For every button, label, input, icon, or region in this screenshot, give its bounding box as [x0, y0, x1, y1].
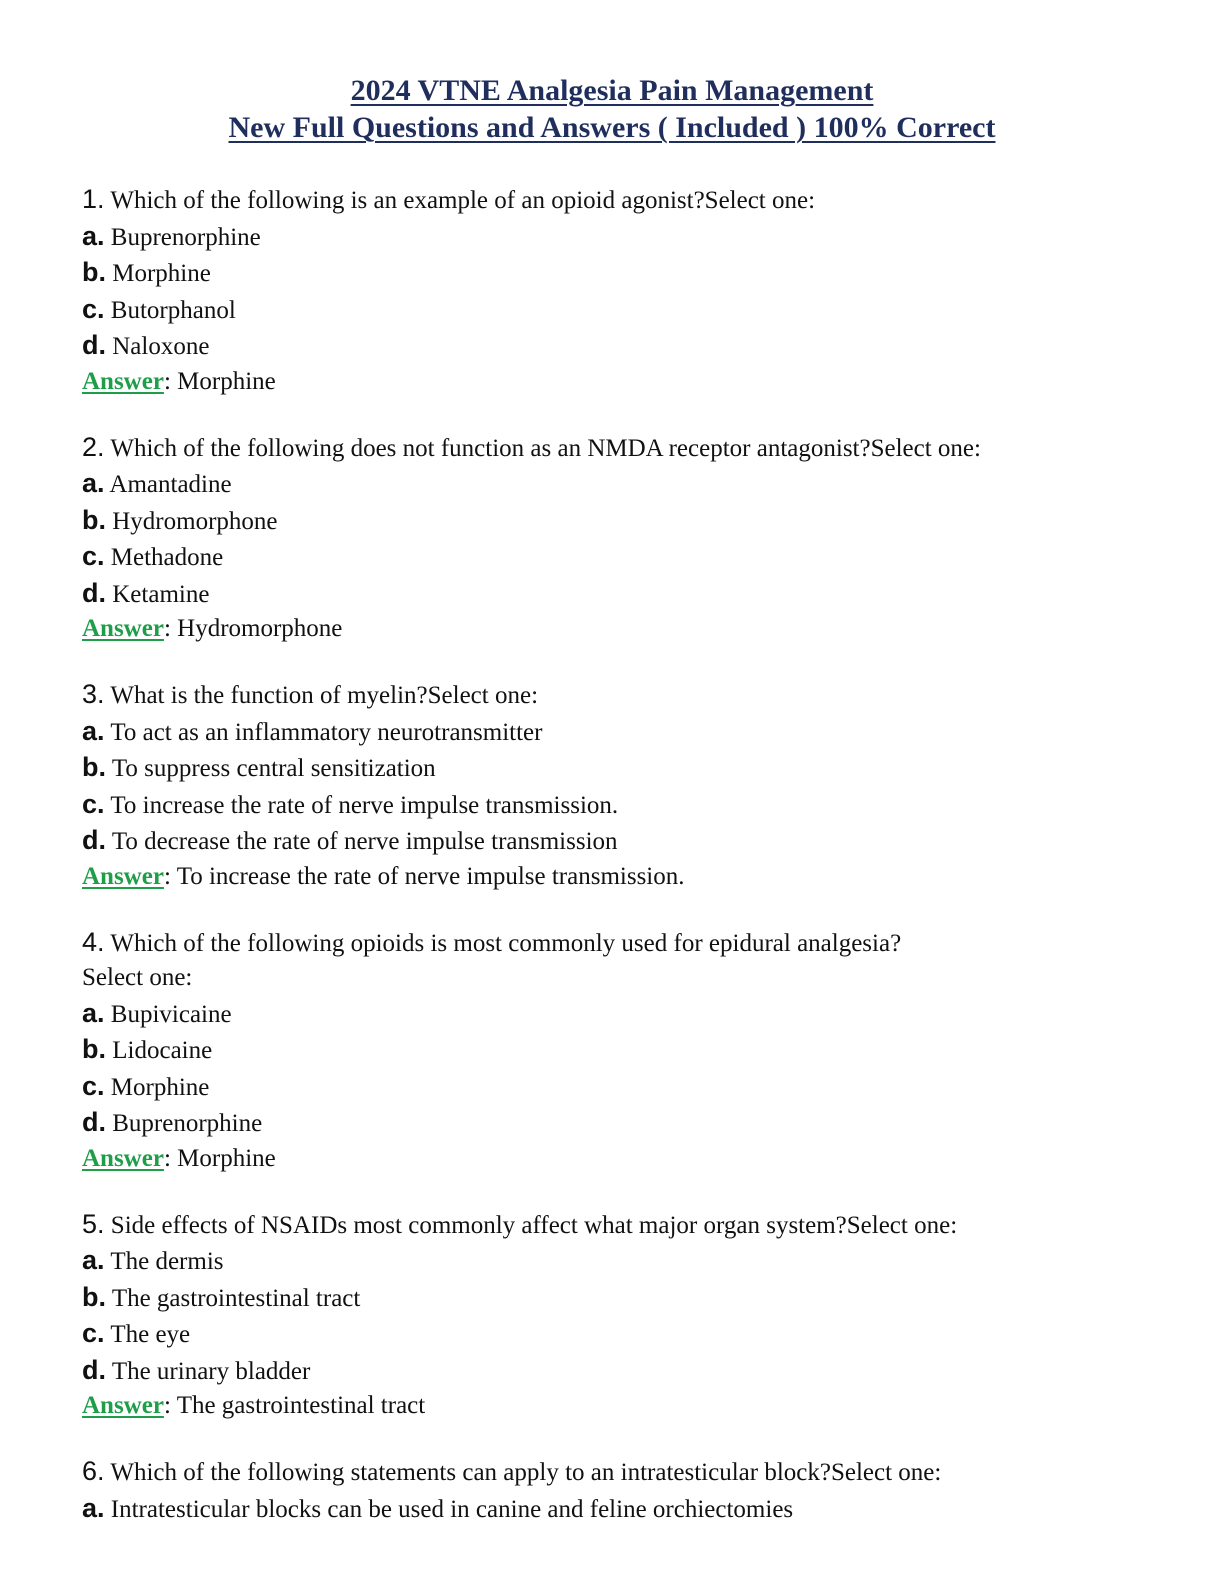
question-text: [82, 1207, 1182, 1244]
question-number-dot: .: [97, 679, 105, 709]
option-letter: a.: [82, 220, 105, 251]
option-letter: c.: [82, 1070, 105, 1101]
option-text: Lidocaine: [112, 1037, 213, 1064]
answer-option: [82, 1353, 1182, 1390]
option-letter: a.: [82, 1245, 105, 1275]
question-number: 5: [82, 1208, 98, 1239]
answer-label: Answer: [82, 615, 164, 642]
option-text: To increase the rate of nerve impulse transmission.: [110, 791, 619, 819]
option-letter: b.: [82, 1034, 106, 1064]
answer-option: [82, 219, 1182, 256]
option-text: To act as an inflammatory neurotransmitter: [110, 718, 543, 746]
question-number-dot: .: [97, 431, 105, 462]
option-text: To decrease the rate of nerve impulse transmission: [111, 828, 618, 855]
question-number-dot: .: [97, 1456, 105, 1486]
question-block: [82, 677, 1182, 894]
question-prompt: Which of the following opioids is most commonly used for epidural analgesia?: [110, 929, 902, 957]
answer-label: Answer: [82, 1144, 164, 1172]
answer-option: [82, 328, 1182, 365]
question-block: [82, 1454, 1182, 1527]
option-letter: c.: [82, 541, 105, 571]
answer-text: The gastrointestinal tract: [176, 1392, 426, 1419]
option-letter: d.: [82, 1354, 106, 1385]
answer-text: Hydromorphone: [177, 615, 343, 642]
question-prompt: Which of the following is an example of an opioid agonist?Select one:: [110, 187, 816, 214]
question-text: [82, 1454, 1182, 1491]
question-prompt: What is the function of myelin?Select one:: [110, 682, 539, 709]
option-text: Ketamine: [112, 580, 210, 608]
option-letter: c.: [82, 788, 105, 819]
answer-option: [82, 750, 1182, 787]
question-text: [82, 925, 1182, 962]
option-text: Butorphanol: [110, 296, 236, 324]
question-text: [82, 677, 1182, 714]
answer-option: [82, 787, 1182, 824]
answer-option: [82, 1491, 1182, 1528]
answer-text: To increase the rate of nerve impulse transmission.: [176, 862, 685, 890]
question-list: [82, 182, 1182, 1558]
answer-option: [82, 292, 1182, 329]
question-number: 6: [82, 1456, 98, 1486]
option-text: Buprenorphine: [110, 223, 261, 251]
option-letter: a.: [82, 715, 105, 746]
option-letter: c.: [82, 293, 105, 324]
option-letter: c.: [82, 1318, 105, 1348]
answer-label: Answer: [82, 1392, 164, 1419]
answer-text: Morphine: [177, 367, 276, 395]
option-text: To suppress central sensitization: [111, 755, 436, 782]
question-text: [82, 182, 1182, 219]
answer-line: Answer: Hydromorphone: [82, 615, 343, 642]
option-text: The urinary bladder: [111, 1357, 311, 1385]
answer-option: [82, 539, 1182, 576]
option-letter: d.: [82, 330, 106, 360]
option-text: Naloxone: [112, 333, 210, 360]
answer-option: [82, 1032, 1182, 1069]
answer-option: [82, 1280, 1182, 1317]
question-number: 3: [82, 679, 98, 709]
option-text: The dermis: [110, 1248, 224, 1275]
option-letter: d.: [82, 825, 106, 855]
answer-option: [82, 576, 1182, 613]
question-prompt-continuation: Select one:: [82, 964, 193, 991]
document-title: 2024 VTNE Analgesia Pain Management: [350, 74, 874, 107]
option-letter: d.: [82, 577, 106, 608]
option-text: Buprenorphine: [112, 1110, 263, 1137]
option-text: Morphine: [112, 260, 211, 287]
question-number: 1: [82, 184, 98, 214]
answer-option: [82, 996, 1182, 1033]
answer-label: Answer: [82, 862, 164, 890]
answer-option: [82, 1316, 1182, 1353]
answer-option: [82, 1105, 1182, 1142]
option-text: The eye: [110, 1321, 191, 1348]
answer-option: [82, 1243, 1182, 1280]
answer-line: Answer: To increase the rate of nerve impulse transmission.: [82, 862, 685, 890]
question-number: 4: [82, 926, 98, 957]
option-letter: b.: [82, 1281, 106, 1312]
question-text: [82, 430, 1182, 467]
answer-label: Answer: [82, 367, 164, 395]
document-header: [0, 72, 1224, 146]
question-prompt: Side effects of NSAIDs most commonly affect what major organ system?Select one:: [110, 1211, 958, 1239]
answer-option: [82, 255, 1182, 292]
question-number: 2: [82, 431, 98, 462]
option-letter: b.: [82, 752, 106, 782]
option-letter: b.: [82, 257, 106, 287]
answer-option: [82, 714, 1182, 751]
question-prompt: Which of the following does not function as an NMDA receptor antagonist?Select one:: [110, 434, 981, 462]
option-text: Methadone: [110, 544, 224, 571]
document-subtitle: New Full Questions and Answers ( Included ) 100% Correct: [228, 111, 996, 144]
question-block: [82, 925, 1182, 1177]
answer-line: Answer: The gastrointestinal tract: [82, 1392, 426, 1419]
option-letter: a.: [82, 997, 105, 1028]
question-block: [82, 1207, 1182, 1424]
answer-line: Answer: Morphine: [82, 367, 276, 395]
question-number-dot: .: [97, 926, 105, 957]
option-text: Morphine: [110, 1073, 210, 1101]
option-text: Intratesticular blocks can be used in canine and feline orchiectomies: [110, 1495, 794, 1523]
option-text: Amantadine: [109, 471, 232, 498]
answer-option: [82, 466, 1182, 503]
question-prompt: Which of the following statements can apply to an intratesticular block?Select one:: [110, 1459, 942, 1486]
option-text: Bupivicaine: [110, 1000, 232, 1028]
option-letter: b.: [82, 504, 106, 535]
question-number-dot: .: [97, 184, 105, 214]
question-block: [82, 430, 1182, 647]
answer-text: Morphine: [177, 1144, 276, 1172]
option-letter: a.: [82, 468, 105, 498]
question-number-dot: .: [97, 1208, 105, 1239]
answer-line: Answer: Morphine: [82, 1144, 276, 1172]
question-block: [82, 182, 1182, 399]
option-text: The gastrointestinal tract: [111, 1284, 361, 1312]
answer-option: [82, 503, 1182, 540]
answer-option: [82, 823, 1182, 860]
option-letter: d.: [82, 1107, 106, 1137]
option-text: Hydromorphone: [112, 507, 278, 535]
option-letter: a.: [82, 1492, 105, 1523]
answer-option: [82, 1069, 1182, 1106]
